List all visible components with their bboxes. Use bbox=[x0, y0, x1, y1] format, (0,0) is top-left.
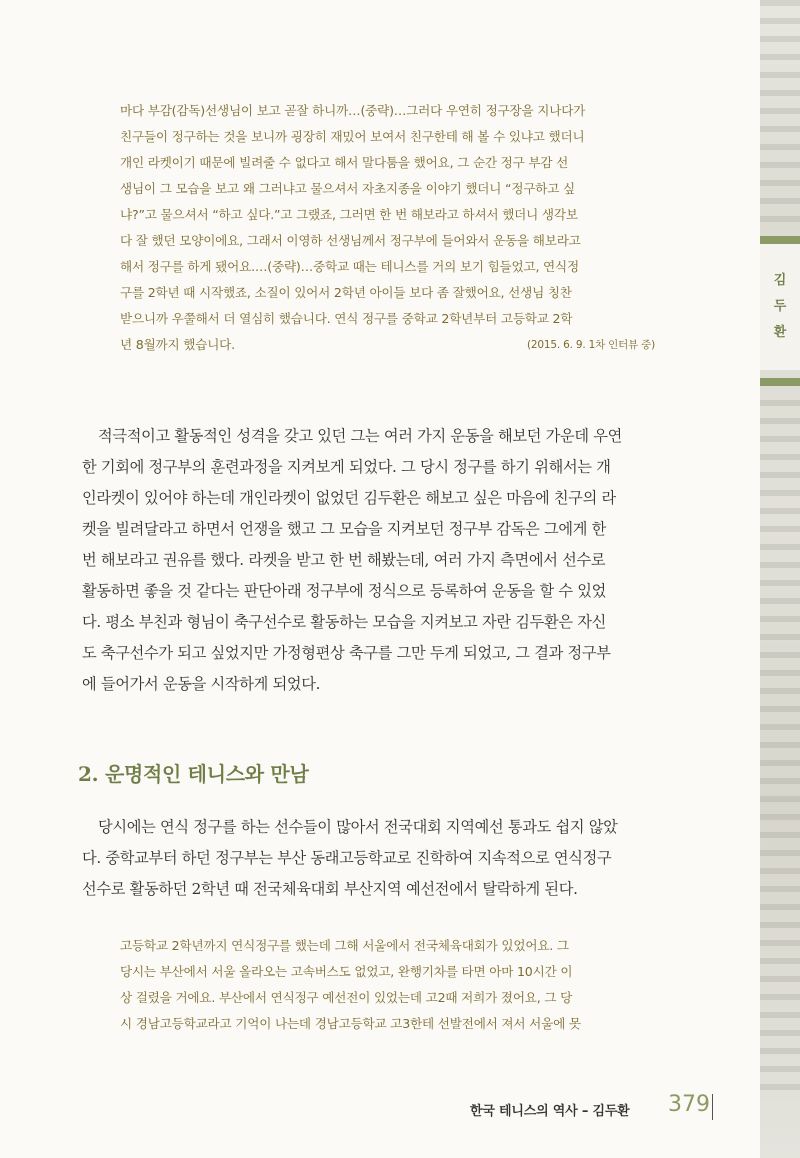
paragraph-line: 번 해보라고 권유를 했다. 라켓을 받고 한 번 해봤는데, 여러 가지 측면에서 선수로 bbox=[82, 551, 606, 569]
quote-line: 친구들이 정구하는 것을 보니까 굉장히 재밌어 보여서 친구한테 해 볼 수 있냐고 했더니 bbox=[120, 129, 585, 144]
footer-divider bbox=[712, 1094, 713, 1120]
quote-line: 받으니까 우쭐해서 더 열심히 했습니다. 연식 정구를 중학교 2학년부터 고등학교 2학 bbox=[120, 311, 573, 326]
paragraph-line: 활동하면 좋을 것 같다는 판단아래 정구부에 정식으로 등록하여 운동을 할 수 있었 bbox=[82, 582, 607, 600]
body-paragraph-1 bbox=[82, 421, 712, 700]
paragraph-line: 적극적이고 활동적인 성격을 갖고 있던 그는 여러 가지 운동을 해보던 가운데 우연 bbox=[98, 427, 623, 445]
film-strip-decoration bbox=[760, 400, 800, 1100]
quote-line: 다 잘 했던 모양이에요, 그래서 이영하 선생님께서 정구부에 들어와서 운동을 해보라고 bbox=[120, 233, 581, 248]
side-tab-char: 김 bbox=[773, 273, 787, 288]
side-tab-char: 두 bbox=[773, 299, 787, 314]
interview-quote-2 bbox=[120, 933, 660, 1037]
paragraph-line: 인라켓이 있어야 하는데 개인라켓이 없었던 김두환은 해보고 싶은 마음에 친구의 라 bbox=[82, 489, 616, 507]
paragraph-line: 선수로 활동하던 2학년 때 전국체육대회 부산지역 예선전에서 탈락하게 된다. bbox=[82, 880, 578, 898]
running-footer-title: 한국 테니스의 역사 – 김두환 bbox=[470, 1104, 630, 1119]
chapter-side-tab bbox=[760, 0, 800, 1158]
side-tab-char: 환 bbox=[773, 325, 787, 340]
interview-quote-1 bbox=[120, 98, 655, 358]
quote-line: 해서 정구를 하게 됐어요.…(중략)…중학교 때는 테니스를 거의 보기 힘들었고, 연식정 bbox=[120, 259, 579, 274]
quote-line: 고등학교 2학년까지 연식정구를 했는데 그해 서울에서 전국체육대회가 있었어요. 그 bbox=[120, 938, 569, 953]
body-paragraph-2 bbox=[82, 812, 712, 905]
paragraph-line: 다. 평소 부친과 형님이 축구선수로 활동하는 모습을 지켜보고 자란 김두환은 자신 bbox=[82, 613, 607, 631]
chapter-name-box bbox=[760, 244, 800, 370]
quote-line: 당시는 부산에서 서울 올라오는 고속버스도 없었고, 완행기차를 타면 아마 10시간 이 bbox=[120, 964, 573, 979]
quote-last-line bbox=[120, 332, 655, 358]
paragraph-line: 당시에는 연식 정구를 하는 선수들이 많아서 전국대회 지역예선 통과도 쉽지 않았 bbox=[98, 818, 618, 836]
paragraph-line: 다. 중학교부터 하던 정구부는 부산 동래고등학교로 진학하여 지속적으로 연식정구 bbox=[82, 849, 612, 867]
quote-line: 구를 2학년 때 시작했죠, 소질이 있어서 2학년 아이들 보다 좀 잘했어요, 선생님 칭찬 bbox=[120, 285, 572, 300]
interview-citation: (2015. 6. 9. 1차 인터뷰 중) bbox=[527, 339, 655, 351]
quote-line: 마다 부감(감독)선생님이 보고 곧잘 하니까…(중략)…그러다 우연히 정구장을 지나다가 bbox=[120, 103, 586, 118]
quote-line: 개인 라켓이기 때문에 빌려줄 수 없다고 해서 말다툼을 했어요, 그 순간 정구 부감 선 bbox=[120, 155, 569, 170]
paragraph-line: 에 들어가서 운동을 시작하게 되었다. bbox=[82, 675, 321, 693]
film-strip-decoration bbox=[760, 0, 800, 230]
page-number: 379 bbox=[668, 1092, 710, 1117]
tab-divider bbox=[760, 236, 800, 244]
quote-line: 생님이 그 모습을 보고 왜 그러냐고 물으셔서 자초지종을 이야기 했더니 “정구하고 싶 bbox=[120, 181, 575, 196]
quote-line: 년 8월까지 했습니다. bbox=[120, 337, 235, 352]
paragraph-line: 켓을 빌려달라고 하면서 언쟁을 했고 그 모습을 지켜보던 정구부 감독은 그에게 한 bbox=[82, 520, 607, 538]
quote-line: 시 경남고등학교라고 기억이 나는데 경남고등학교 고3한테 선발전에서 져서 서울에 못 bbox=[120, 1016, 581, 1031]
tab-divider bbox=[760, 378, 800, 386]
quote-line: 냐?”고 물으셔서 “하고 싶다.”고 그랬죠, 그러면 한 번 해보라고 하셔서 했더니 생각보 bbox=[120, 207, 578, 222]
paragraph-line: 도 축구선수가 되고 싶었지만 가정형편상 축구를 그만 두게 되었고, 그 결과 정구부 bbox=[82, 644, 611, 662]
paragraph-line: 한 기회에 정구부의 훈련과정을 지켜보게 되었다. 그 당시 정구를 하기 위해서는 개 bbox=[82, 458, 611, 476]
quote-line: 상 걸렸을 거에요. 부산에서 연식정구 예선전이 있었는데 고2때 저희가 졌어요, 그 당 bbox=[120, 990, 573, 1005]
section-heading: 2. 운명적인 테니스와 만남 bbox=[78, 762, 309, 786]
